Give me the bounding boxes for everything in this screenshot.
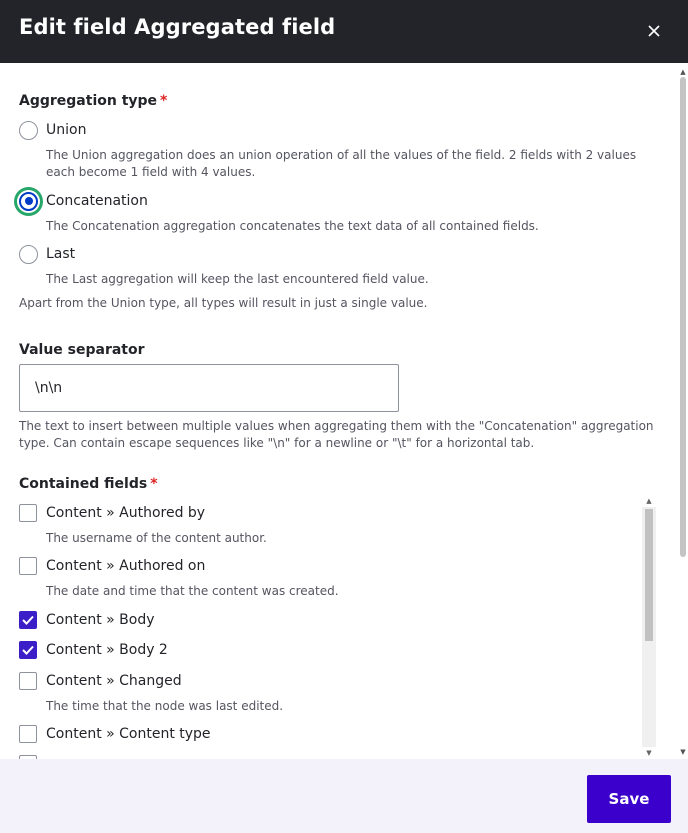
checkbox-body-2-label: Content » Body 2 xyxy=(46,642,168,658)
dialog-title: Edit field Aggregated field xyxy=(19,15,336,39)
checkbox-body[interactable] xyxy=(19,609,155,631)
checkbox-changed-control[interactable] xyxy=(19,672,37,690)
checkbox-content-type[interactable] xyxy=(19,723,211,745)
checkbox-authored-on[interactable] xyxy=(19,555,205,577)
value-separator-label: Value separator xyxy=(19,342,145,358)
close-button[interactable] xyxy=(640,17,668,45)
dialog-titlebar xyxy=(0,0,688,63)
checkbox-authored-by-description: The username of the content author. xyxy=(46,531,267,545)
checkbox-content-type-label: Content » Content type xyxy=(46,726,211,742)
value-separator-description: The text to insert between multiple values when aggregating them with the "Concatenation" aggregation type. Can contain escape sequences like "\n" for a newline or "\t" for a horizontal tab. xyxy=(19,419,654,450)
dialog-scrollbar-thumb[interactable] xyxy=(680,77,686,557)
checkbox-authored-on-control[interactable] xyxy=(19,557,37,575)
checkbox-authored-on-description: The date and time that the content was created. xyxy=(46,584,339,598)
scroll-down-icon[interactable]: ▼ xyxy=(646,749,652,757)
dialog-content xyxy=(0,63,688,759)
checkbox-changed-label: Content » Changed xyxy=(46,673,182,689)
checkbox-changed[interactable] xyxy=(19,670,182,692)
scroll-up-icon[interactable]: ▲ xyxy=(680,68,686,76)
dialog-footer xyxy=(0,759,688,833)
checkbox-body-2[interactable] xyxy=(19,639,168,661)
dialog-scrollbar[interactable] xyxy=(678,65,688,759)
radio-concatenation[interactable] xyxy=(19,190,148,212)
radio-union[interactable] xyxy=(19,119,86,141)
radio-concatenation-description: The Concatenation aggregation concatenates the text data of all contained fields. xyxy=(46,219,539,233)
scroll-up-icon[interactable]: ▲ xyxy=(646,497,652,505)
checkbox-content-type-control[interactable] xyxy=(19,725,37,743)
aggregation-type-label: Aggregation type * xyxy=(19,93,168,109)
radio-concatenation-label: Concatenation xyxy=(46,193,148,209)
radio-union-description: The Union aggregation does an union operation of all the values of the field. 2 fields with 2 values each become 1 field with 4 values. xyxy=(46,148,637,179)
checkmark-icon xyxy=(22,645,34,655)
checkbox-authored-by-control[interactable] xyxy=(19,504,37,522)
radio-last[interactable] xyxy=(19,243,75,265)
checkbox-body-label: Content » Body xyxy=(46,612,155,628)
radio-concatenation-control[interactable] xyxy=(19,192,38,211)
scroll-down-icon[interactable]: ▼ xyxy=(680,748,686,756)
contained-fields-scrollbar[interactable] xyxy=(642,495,656,759)
checkbox-body-control[interactable] xyxy=(19,611,37,629)
radio-last-control[interactable] xyxy=(19,245,38,264)
required-marker: * xyxy=(160,93,168,109)
close-icon xyxy=(648,25,660,37)
checkbox-body-2-control[interactable] xyxy=(19,641,37,659)
scrollbar-thumb[interactable] xyxy=(645,509,653,641)
value-separator-input[interactable]: \n\n xyxy=(19,364,399,412)
required-marker: * xyxy=(150,476,158,492)
contained-fields-list xyxy=(0,495,656,759)
checkbox-changed-description: The time that the node was last edited. xyxy=(46,699,284,713)
radio-union-control[interactable] xyxy=(19,121,38,140)
checkmark-icon xyxy=(22,615,34,625)
checkbox-authored-on-label: Content » Authored on xyxy=(46,558,206,574)
save-button[interactable]: Save xyxy=(587,775,671,823)
radio-union-label: Union xyxy=(46,122,87,138)
radio-last-description: The Last aggregation will keep the last encountered field value. xyxy=(46,272,429,286)
checkbox-authored-by[interactable] xyxy=(19,502,205,524)
contained-fields-label: Contained fields * xyxy=(19,476,158,492)
checkbox-authored-by-label: Content » Authored by xyxy=(46,505,206,521)
aggregation-note: Apart from the Union type, all types will result in just a single value. xyxy=(19,296,428,310)
radio-last-label: Last xyxy=(46,246,76,262)
